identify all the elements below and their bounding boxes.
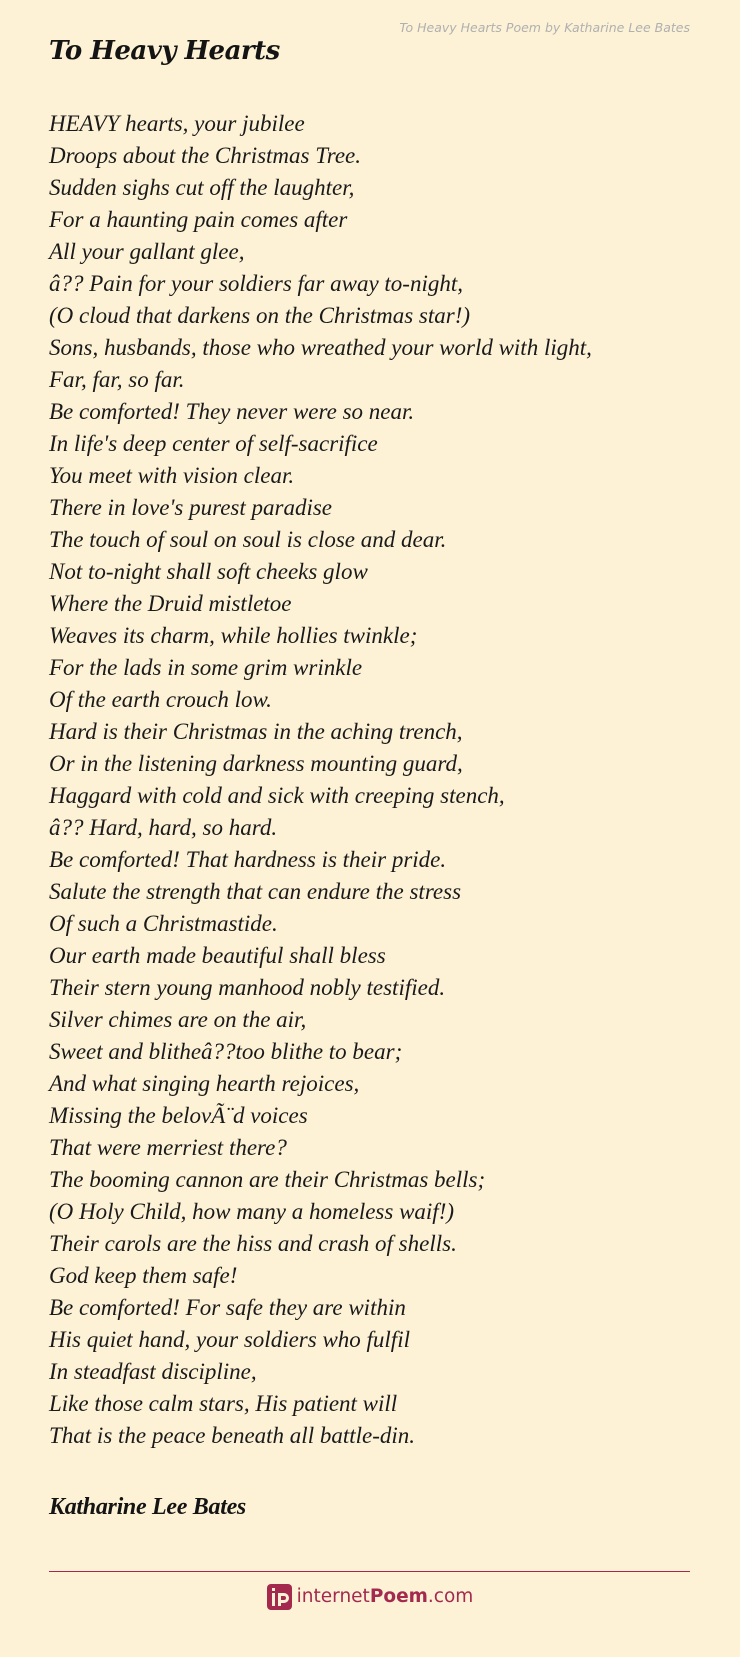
poem-line: For the lads in some grim wrinkle bbox=[49, 655, 363, 680]
brand-name-prefix: internet bbox=[296, 1586, 370, 1607]
poem-title: To Heavy Hearts bbox=[49, 36, 280, 66]
poem-line: Not to-night shall soft cheeks glow bbox=[49, 559, 368, 584]
poem-line: Sweet and blitheâ??too blithe to bear; bbox=[49, 1039, 403, 1064]
poem-line: God keep them safe! bbox=[49, 1263, 238, 1288]
internetpoem-logo-icon bbox=[267, 1584, 292, 1610]
poem-line: Hard is their Christmas in the aching trench, bbox=[49, 719, 463, 744]
poem-line: Our earth made beautiful shall bless bbox=[49, 943, 386, 968]
poem-line: Their stern young manhood nobly testified. bbox=[49, 975, 446, 1000]
poem-line: Of the earth crouch low. bbox=[49, 687, 272, 712]
poem-line: Far, far, so far. bbox=[49, 367, 185, 392]
poem-line: Sudden sighs cut off the laughter, bbox=[49, 175, 355, 200]
brand-name bbox=[297, 1584, 474, 1610]
poem-line: In life's deep center of self-sacrifice bbox=[49, 431, 378, 456]
poem-line: Be comforted! That hardness is their pride. bbox=[49, 847, 447, 872]
poem-line: Haggard with cold and sick with creeping stench, bbox=[49, 783, 505, 808]
poem-line: Like those calm stars, His patient will bbox=[49, 1391, 398, 1416]
poem-line: Be comforted! For safe they are within bbox=[49, 1295, 406, 1320]
poem-line: That is the peace beneath all battle-din. bbox=[49, 1423, 416, 1448]
poem-line: Weaves its charm, while hollies twinkle; bbox=[49, 623, 418, 648]
poem-line: Be comforted! They never were so near. bbox=[49, 399, 415, 424]
poem-line: Droops about the Christmas Tree. bbox=[49, 143, 362, 168]
poem-line: There in love's purest paradise bbox=[49, 495, 333, 520]
footer-brand-link[interactable] bbox=[0, 1584, 740, 1610]
poem-line: And what singing hearth rejoices, bbox=[49, 1071, 360, 1096]
brand-name-suffix: .com bbox=[427, 1586, 474, 1607]
poem-line: Or in the listening darkness mounting guard, bbox=[49, 751, 463, 776]
poem-source-caption: To Heavy Hearts Poem by Katharine Lee Bates bbox=[399, 20, 690, 35]
poem-line: (O Holy Child, how many a homeless waif!) bbox=[49, 1199, 455, 1224]
poem-line: â?? Pain for your soldiers far away to-night, bbox=[49, 271, 463, 296]
poem-line: His quiet hand, your soldiers who fulfil bbox=[49, 1327, 410, 1352]
poem-line: For a haunting pain comes after bbox=[49, 207, 348, 232]
poem-line: Sons, husbands, those who wreathed your world with light, bbox=[49, 335, 592, 360]
poem-line: The booming cannon are their Christmas bells; bbox=[49, 1167, 486, 1192]
poem-body bbox=[49, 108, 699, 1452]
poem-line: That were merriest there? bbox=[49, 1135, 287, 1160]
poem-line: All your gallant glee, bbox=[49, 239, 245, 264]
poem-line: Silver chimes are on the air, bbox=[49, 1007, 307, 1032]
brand-name-bold: Poem bbox=[369, 1586, 428, 1607]
poem-line: (O cloud that darkens on the Christmas star!) bbox=[49, 303, 471, 328]
poem-line: You meet with vision clear. bbox=[49, 463, 295, 488]
poem-line: Their carols are the hiss and crash of shells. bbox=[49, 1231, 457, 1256]
poem-line: â?? Hard, hard, so hard. bbox=[49, 815, 278, 840]
poem-line: In steadfast discipline, bbox=[49, 1359, 257, 1384]
poem-line: The touch of soul on soul is close and dear. bbox=[49, 527, 447, 552]
poem-line: HEAVY hearts, your jubilee bbox=[49, 111, 305, 136]
poem-line: Missing the belovÃ¨d voices bbox=[49, 1103, 308, 1128]
footer-divider bbox=[49, 1571, 690, 1572]
poem-line: Salute the strength that can endure the stress bbox=[49, 879, 462, 904]
poem-line: Of such a Christmastide. bbox=[49, 911, 278, 936]
poem-author: Katharine Lee Bates bbox=[49, 1494, 246, 1520]
poem-line: Where the Druid mistletoe bbox=[49, 591, 292, 616]
